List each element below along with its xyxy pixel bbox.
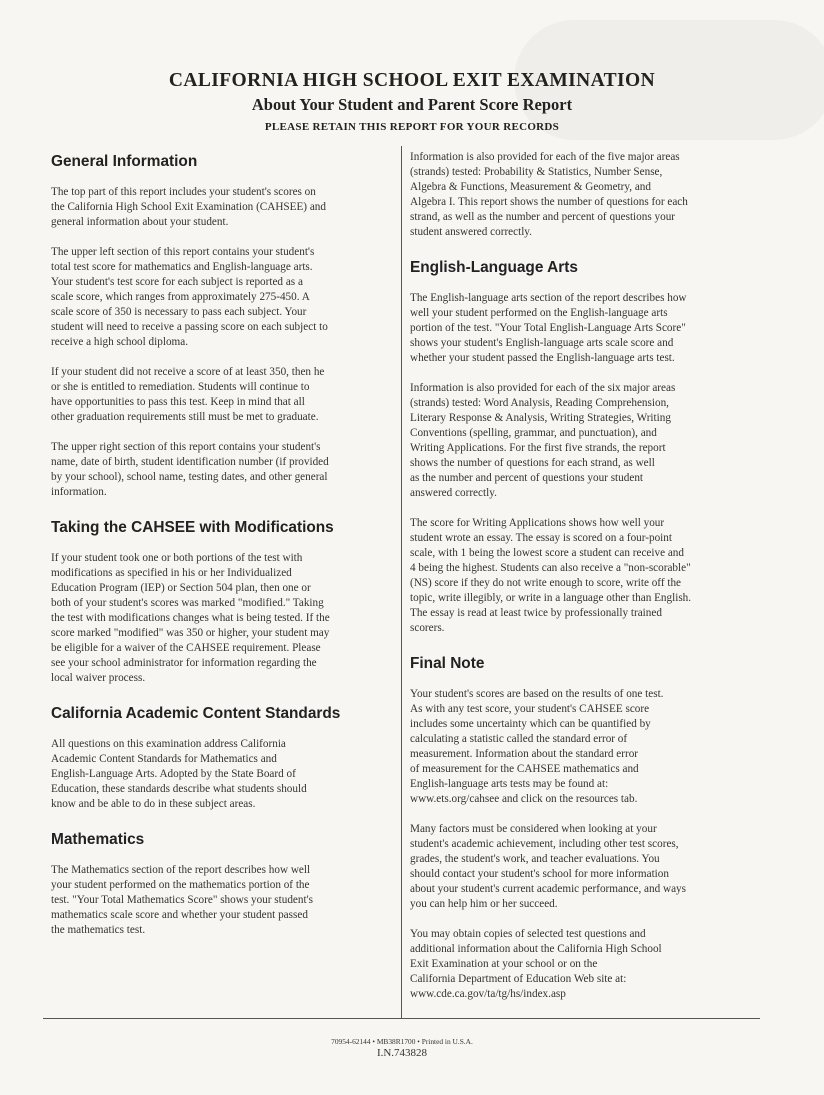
english-language-arts-heading: English-Language Arts (410, 259, 578, 276)
general-paragraph-3: If your student did not receive a score of at least 350, then he or she is entitled to remediation. Students will continue to have opportunities to pass this test. Keep in mind that all other graduation requirements still must be met to graduate. (51, 366, 325, 423)
final-note-paragraph-3: You may obtain copies of selected test questions and additional information about the California High School Exit Examination at your school or on the California Department of Education Web site at: www.cde.ca.gov/ta/tg/hs/index.asp (410, 928, 662, 1000)
mathematics-paragraph: The Mathematics section of the report describes how well your student performed on the mathematics portion of the test. "Your Total Mathematics Score" shows your student's mathematics scale score and whether your student passed the mathematics test. (51, 864, 313, 936)
ela-paragraph-2: Information is also provided for each of the six major areas (strands) tested: Word Analysis, Reading Comprehension, Literary Response & Analysis, Writing Strategies, Writing Conventions (spelling, grammar, and punctuation), and Writing Applications. For the first five strands, the report shows the number of questions for each strand, as well as the number and percent of questions your student answered correctly. (410, 382, 676, 499)
page-title: CALIFORNIA HIGH SCHOOL EXIT EXAMINATION (168, 70, 656, 91)
final-note-heading: Final Note (410, 655, 485, 672)
page-subtitle: About Your Student and Parent Score Report (251, 95, 573, 114)
general-information-heading: General Information (51, 153, 198, 170)
modifications-heading: Taking the CAHSEE with Modifications (51, 519, 334, 536)
column-divider (401, 146, 402, 1018)
general-paragraph-1: The top part of this report includes your student's scores on the California High School Exit Examination (CAHSEE) and general information about your student. (51, 186, 326, 228)
form-code: 70954-62144 • MB38R1700 • Printed in U.S.A. (331, 1037, 473, 1046)
retain-notice: PLEASE RETAIN THIS REPORT FOR YOUR RECORDS (264, 121, 560, 133)
content-standards-heading: California Academic Content Standards (51, 705, 341, 722)
modifications-paragraph: If your student took one or both portions of the test with modifications as specified in his or her Individualized Education Program (IEP) or Section 504 plan, then one or both of your student's scores was marked "modified." Taking the test with modifications changes what is being tested. If the score marked "modified" was 350 or higher, your student may be eligible for a waiver of the CAHSEE requirement. Please see your school administrator for information regarding the local waiver process. (51, 552, 330, 684)
footer-rule (43, 1018, 760, 1019)
mathematics-heading: Mathematics (51, 831, 145, 848)
final-note-paragraph-2: Many factors must be considered when looking at your student's academic achievement, including other test scores, grades, the student's work, and teacher evaluations. You should contact your student's school for more information about your student's current academic performance, and ways you can help him or her succeed. (410, 823, 687, 910)
ela-paragraph-1: The English-language arts section of the report describes how well your student performed on the English-language arts portion of the test. "Your Total English-Language Arts Score" shows your student's English-language arts scale score and whether your student passed the English-language arts test. (410, 292, 687, 364)
mathematics-strands-paragraph: Information is also provided for each of the five major areas (strands) tested: Probability & Statistics, Number Sense, Algebra & Functions, Measurement & Geometry, and Algebra I. This report shows the number of questions for each strand, as well as the number and percent of questions your student answered correctly. (410, 151, 688, 238)
final-note-paragraph-1: Your student's scores are based on the results of one test. As with any test score, your student's CAHSEE score includes some uncertainty which can be quantified by calculating a statistic called the standard error of measurement. Information about the standard error of measurement for the CAHSEE mathematics and English-language arts tests may be found at: www.ets.org/cahsee and click on the resources tab. (410, 688, 664, 805)
ela-paragraph-3: The score for Writing Applications shows how well your student wrote an essay. The essay is scored on a four-point scale, with 1 being the lowest score a student can receive and 4 being the highest. Students can also receive a "non-scorable" (NS) score if they do not write enough to score, write off the topic, write illegibly, or write in a language other than English. The essay is read at least twice by professionally trained scorers. (410, 517, 692, 634)
general-paragraph-4: The upper right section of this report contains your student's name, date of birth, student identification number (if provided by your school), school name, testing dates, and other general information. (51, 441, 329, 498)
right-column (410, 150, 750, 1002)
content-standards-paragraph: All questions on this examination address California Academic Content Standards for Mathematics and English-Language Arts. Adopted by the State Board of Education, these standards describe what students should know and be able to do in these subject areas. (51, 738, 307, 810)
left-column (51, 152, 391, 938)
item-number: I.N.743828 (376, 1047, 428, 1059)
general-paragraph-2: The upper left section of this report contains your student's total test score for mathematics and English-language arts. Your student's test score for each subject is reported as a scale score, which ranges from approximately 275-450. A scale score of 350 is necessary to pass each subject. Your student will need to receive a passing score on each subject to receive a high school diploma. (51, 246, 328, 348)
